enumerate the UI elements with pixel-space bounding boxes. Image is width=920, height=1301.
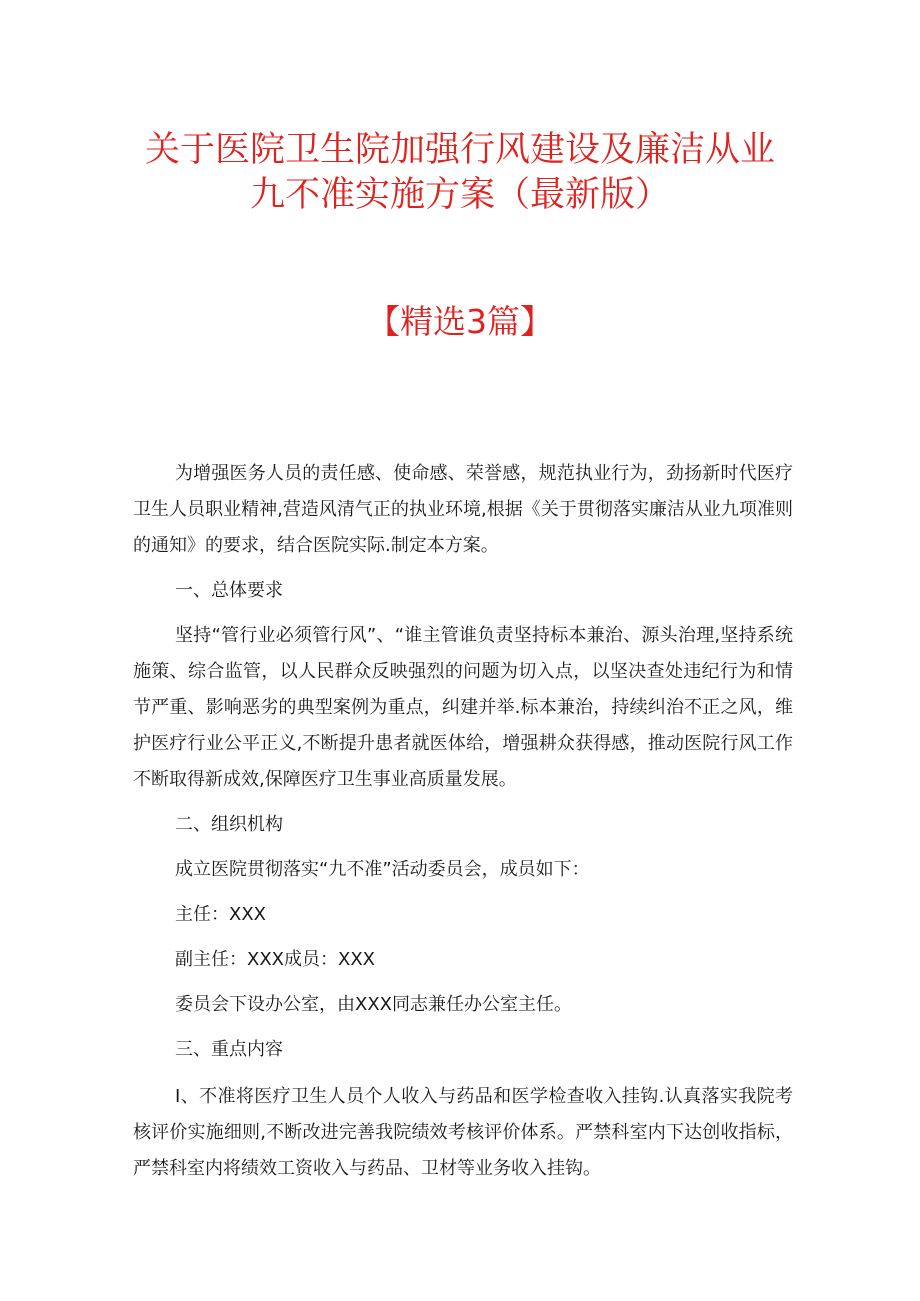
section2-line-office: 委员会下设办公室，由XXX同志兼任办公室主任。 — [175, 994, 572, 1015]
section3-heading: 三、重点内容 — [175, 1039, 283, 1060]
document-body — [133, 456, 793, 1187]
document-title-line2: 九不准实施方案（最新版） — [249, 175, 670, 215]
document-subtitle: 【精选3篇】 — [367, 302, 553, 341]
section2-line-deputy: 副主任：XXX成员：XXX — [175, 949, 375, 970]
section1-paragraph: 坚持“管行业必须管行风”、“谁主管谁负责坚持标本兼治、源头治理,坚持系统施策、综合监管，以人民群众反映强烈的问题为切入点，以坚决查处违纪行为和情节严重、影响恶劣的典型案例为重点，纠建并举.标本兼治，持续纠治不正之风，维护医疗行业公平正义,不断提升患者就医体给，增强耕众获得感，推动医院行风工作不断取得新成效,保障医疗卫生事业高质量发展。 — [133, 625, 793, 790]
section1-heading: 一、总体要求 — [175, 580, 283, 601]
section2-heading: 二、组织机构 — [175, 814, 283, 835]
section3-item1-paragraph: I、不准将医疗卫生人员个人收入与药品和医学检查收入挂钩.认真落实我院考核评价实施细则,不断改进完善我院绩效考核评价体系。严禁科室内下达创收指标，严禁科室内将绩效工资收入与药品、卫材等业务收入挂钩。 — [133, 1086, 793, 1179]
section2-line-committee: 成立医院贯彻落实“九不准”活动委员会，成员如下： — [175, 859, 590, 880]
intro-paragraph: 为增强医务人员的责任感、使命感、荣誉感，规范执业行为，劲扬新时代医疗卫生人员职业精神,营造风清气正的执业环境,根据《关于贯彻落实廉洁从业九项准则的通知》的要求，结合医院实际.制定本方案。 — [133, 463, 793, 556]
section2-line-director: 主任：XXX — [175, 904, 266, 925]
document-title-line1: 关于医院卫生院加强行风建设及廉洁从业 — [144, 130, 775, 170]
